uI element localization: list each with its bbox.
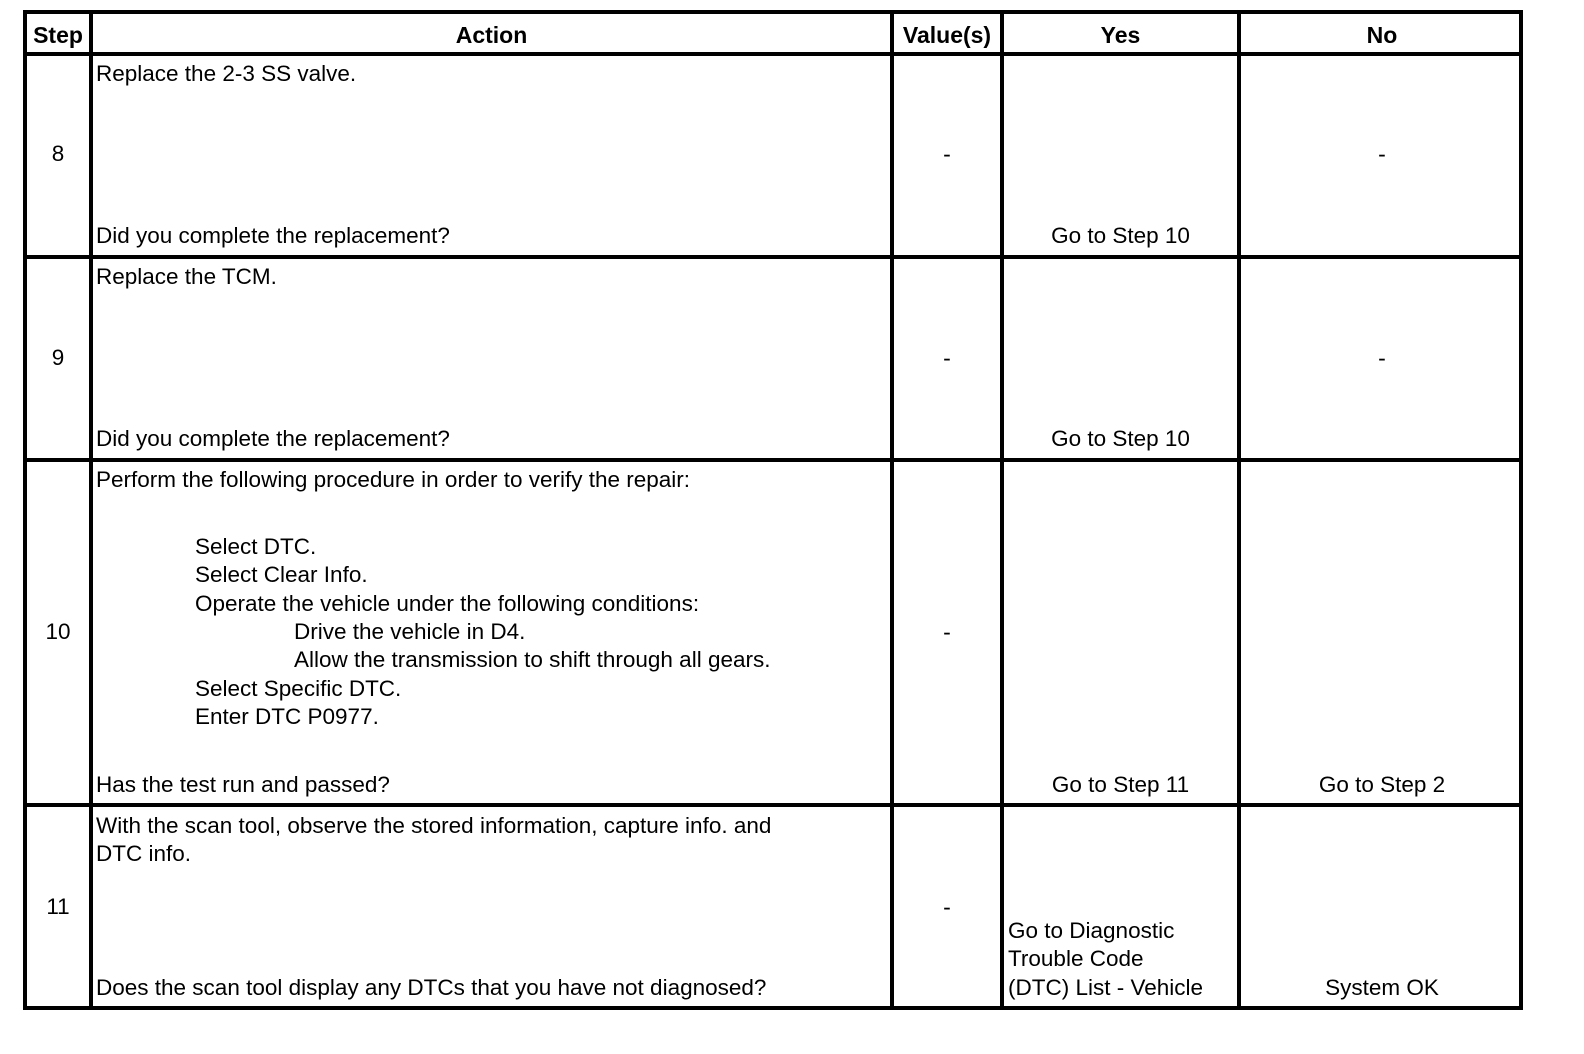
step-number: 8 [51,141,65,166]
yes-cell: Go to Step 10 [1051,426,1190,451]
yes-cell-line: Trouble Code [1008,946,1144,971]
procedure-substep: Drive the vehicle in D4. [294,619,526,644]
value-cell: - [943,894,951,920]
step-number: 9 [51,345,65,370]
column-divider [1000,14,1004,1006]
action-question: Did you complete the replacement? [96,426,450,451]
diagnostic-table [23,10,1523,1010]
yes-cell: Go to Step 10 [1051,223,1190,248]
value-cell: - [943,141,951,167]
value-cell: - [943,619,951,645]
header-action: Action [455,22,528,48]
header-step: Step [33,22,83,48]
header-values: Value(s) [902,22,992,48]
no-cell: Go to Step 2 [1318,772,1446,797]
yes-cell-line: (DTC) List - Vehicle [1008,975,1204,1000]
procedure-step: Select Clear Info. [195,562,368,587]
action-text: DTC info. [96,841,192,866]
yes-cell-line: Go to Diagnostic [1008,918,1175,943]
action-question: Did you complete the replacement? [96,223,450,248]
step-number: 10 [45,619,71,644]
action-question: Does the scan tool display any DTCs that you have not diagnosed? [96,975,767,1000]
procedure-step: Select DTC. [195,534,317,559]
value-cell: - [943,345,951,371]
action-text: Replace the 2-3 SS valve. [96,61,357,86]
action-text: With the scan tool, observe the stored information, capture info. and [96,813,772,838]
row-divider [27,458,1519,462]
header-no: No [1366,22,1398,48]
no-cell: System OK [1325,975,1439,1000]
no-cell: - [1378,141,1386,167]
yes-cell: Go to Step 11 [1051,772,1190,797]
procedure-step: Enter DTC P0977. [195,704,379,729]
action-question: Has the test run and passed? [96,772,390,797]
procedure-step: Select Specific DTC. [195,676,402,701]
action-text: Replace the TCM. [96,264,277,289]
header-yes: Yes [1100,22,1141,48]
procedure-step: Operate the vehicle under the following conditions: [195,591,700,616]
row-divider [27,803,1519,807]
row-divider [27,255,1519,259]
no-cell: - [1378,345,1386,371]
action-text: Perform the following procedure in order to verify the repair: [96,467,691,492]
step-number: 11 [46,894,70,919]
column-divider [89,14,93,1006]
procedure-substep: Allow the transmission to shift through all gears. [294,647,771,672]
